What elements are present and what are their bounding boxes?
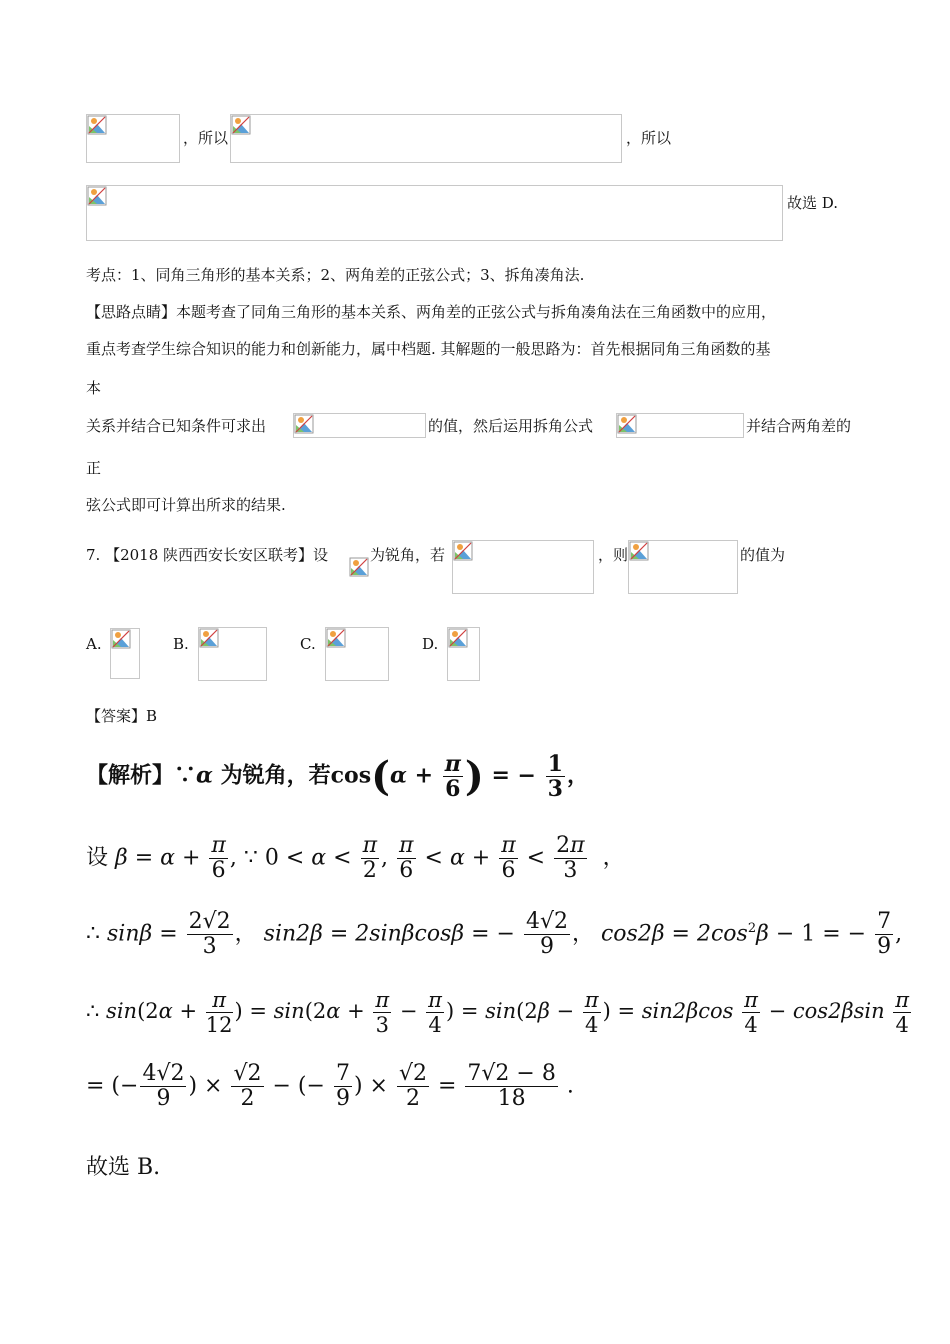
silu-line-4a: 关系并结合已知条件可求出 <box>86 417 267 435</box>
silu-line-4b: 的值，然后运用拆角公式 <box>428 417 594 435</box>
option-b-label: B. <box>173 635 189 653</box>
jiexi-line-5: = (− $\frac{4√2}{9}$ ) × $\frac{√2}{2}$ − (− $\frac{7}{9}$ ) × $\frac{√2}{2}$ = $\frac{7√2 - 8}{18}$ . <box>86 1061 574 1111</box>
option-b-image <box>198 627 267 681</box>
option-a-label: A. <box>86 635 102 653</box>
silu-line-6: 弦公式即可计算出所求的结果. <box>86 496 286 514</box>
option-d-image <box>447 627 480 681</box>
jiexi-line-1: 【解析】∵α 为锐角，若cos(α + $\frac{\pi}{6}$ ) = − $\frac{1}{3}$ ， <box>86 751 589 802</box>
kaodian-text: 考点：1、同角三角形的基本关系；2、两角差的正弦公式；3、拆角凑角法. <box>86 266 585 284</box>
jiexi-line-3: ∴ sinβ = $\frac{2√2}{3}$ ， sin2β = 2sinβcosβ = − $\frac{4√2}{9}$ ， $\cos 2\beta = 2\cos^2\beta - 1$ = − $\frac{7}{9}$ , <box>86 909 903 959</box>
text-suoyi-2: ，所以 <box>626 129 672 147</box>
broken-image <box>452 540 594 594</box>
broken-image <box>293 413 426 438</box>
silu-line-1: 【思路点睛】本题考查了同角三角形的基本关系、两角差的正弦公式与拆角凑角法在三角函数中的应用， <box>86 303 777 321</box>
q7-then: ，则 <box>598 546 629 564</box>
broken-image-icon <box>111 629 131 649</box>
q7-mid: 为锐角，若 <box>370 546 446 564</box>
q7-prefix: 7. 【2018 陕西西安长安区联考】设 <box>86 546 329 564</box>
silu-line-5: 正 <box>86 459 102 477</box>
option-a-image <box>110 628 140 679</box>
option-c-label: C. <box>300 635 316 653</box>
silu-line-2: 重点考查学生综合知识的能力和创新能力，属中档题. 其解题的一般思路为：首先根据同角三角函数的基 <box>86 340 771 358</box>
broken-image-icon <box>326 628 346 648</box>
broken-image <box>349 557 369 577</box>
broken-image-icon <box>87 115 107 135</box>
answer-text: 【答案】B <box>86 707 158 725</box>
text-suoyi-1: ，所以 <box>183 129 229 147</box>
broken-image-icon <box>349 557 369 577</box>
broken-image-icon <box>453 541 473 561</box>
silu-line-3: 本 <box>86 379 102 397</box>
broken-image <box>616 413 744 438</box>
broken-image-icon <box>294 414 314 434</box>
final-choice: 故选 B. <box>86 1155 161 1180</box>
broken-image-icon <box>199 628 219 648</box>
broken-image <box>628 540 738 594</box>
broken-image-icon <box>231 115 251 135</box>
broken-image-icon <box>629 541 649 561</box>
option-c-image <box>325 627 389 681</box>
text-choose-d: 故选 D. <box>787 194 839 212</box>
silu-line-4c: 并结合两角差的 <box>746 417 852 435</box>
broken-image <box>86 185 783 241</box>
broken-image-icon <box>448 628 468 648</box>
broken-image-icon <box>617 414 637 434</box>
q7-tail: 的值为 <box>740 546 786 564</box>
jiexi-line-2: 设 β = α + $\frac{\pi}{6}$ , ∵ 0 < α < $\frac{\pi}{2}$ , $\frac{\pi}{6}$ < α + $\frac{\pi}{6}$ < $\frac{2\pi}{3}$ ， <box>86 833 625 883</box>
broken-image-icon <box>87 186 107 206</box>
broken-image <box>86 114 180 163</box>
option-d-label: D. <box>422 635 439 653</box>
jiexi-line-4: ∴ sin(2α + $\frac{\pi}{12}$ ) = sin(2α + $\frac{\pi}{3}$ − $\frac{\pi}{4}$ ) = sin(2β − $\frac{\pi}{4}$ ) = sin2βcos $\frac{\pi}{4}$ − cos2βsin $\frac{\pi}{4}$ <box>86 988 910 1037</box>
broken-image <box>230 114 622 163</box>
